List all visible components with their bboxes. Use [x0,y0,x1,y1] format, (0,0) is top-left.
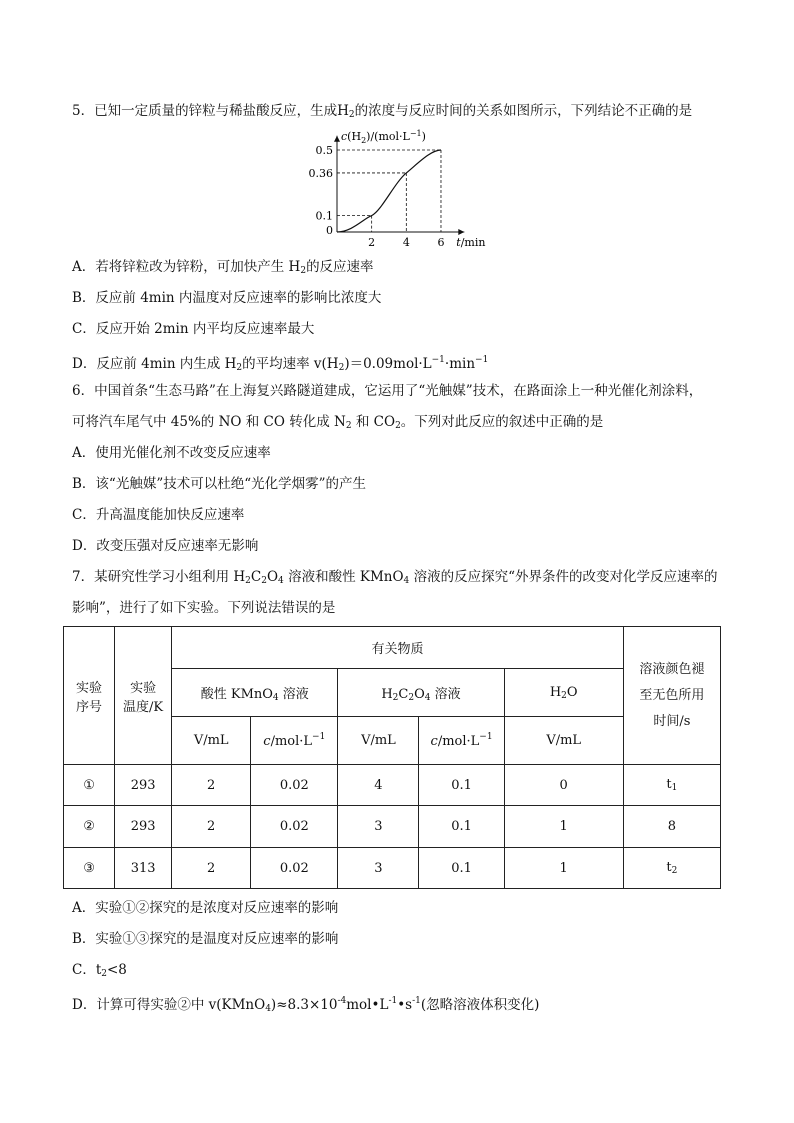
cell-v2: 3 [338,848,419,889]
cell-v3: 1 [504,848,623,889]
cell-no: ① [64,765,115,806]
cell-v1: 2 [172,848,251,889]
header-v3: V/mL [504,717,623,765]
cell-temp: 293 [115,806,172,848]
q5-option-d[interactable]: D．反应前 4min 内生成 $H_2$的平均速率 $v(H_2)=0.09mol\cdot L^{-1}\cdot\min^{-1}$ [72,355,489,373]
cell-v2: 4 [338,765,419,806]
q6-option-b[interactable]: B．该“光触媒”技术可以杜绝“光化学烟雾”的产生 [72,476,367,492]
q6-stem-line2: 可将汽车尾气中 45%的 NO 和 CO 转化成 $N_2$ 和 $CO_2$。下列对此反应的叙述中正确的是 [72,414,604,431]
cell-v2: 3 [338,806,419,848]
table-row [64,806,721,848]
x-tick-label: 6 [437,236,445,249]
x-axis-arrow [458,229,464,235]
y-axis-arrow [334,136,340,142]
cell-v3: 0 [504,765,623,806]
cell-temp: 313 [115,848,172,889]
header-v1: V/mL [172,717,251,765]
origin-label: 0 [326,224,333,237]
header-c2: $c/mol\cdot L^{-1}$ [419,717,504,765]
series-line [337,150,441,232]
q7-option-d[interactable]: D．计算可得实验②中 $v(KMnO_4)\approx 8.3\times 10^{-4}mol•L^{-1}•s^{-1}$(忽略溶液体积变化) [72,996,540,1014]
header-c1: $c/mol\cdot L^{-1}$ [251,717,338,765]
header-exp-temp: 实验 温度/K [115,627,172,765]
cell-v1: 2 [172,806,251,848]
header-h2o: $H_2O$ [504,669,623,717]
q6-stem-line1: 6．中国首条“生态马路”在上海复兴路隧道建成，它运用了“光触媒”技术，在路面涂上一种光催化剂涂料， [72,383,703,399]
header-substances: 有关物质 [172,627,624,669]
cell-time: $t_2$ [623,848,720,889]
header-h2c2o4: $H_2C_2O_4$ 溶液 [338,669,504,717]
table-row [64,848,721,889]
experiment-table [63,626,721,889]
q7-stem-line1: 7．某研究性学习小组利用 $H_2C_2O_4$ 溶液和酸性 KMnO$_4$ 溶液的反应探究“外界条件的改变对化学反应速率的 [72,569,718,586]
cell-c2: 0.1 [419,806,504,848]
cell-time: $t_1$ [623,765,720,806]
q5-option-b[interactable]: B．反应前 4min 内温度对反应速率的影响比浓度大 [72,290,382,306]
cell-c2: 0.1 [419,848,504,889]
q7-option-a[interactable]: A．实验①②探究的是浓度对反应速率的影响 [72,900,339,916]
y-axis-label: $c(H_2)/(mol\cdot L^{-1})$ [341,128,426,145]
cell-c2: 0.1 [419,765,504,806]
y-tick-label: 0.1 [315,209,333,223]
q6-option-c[interactable]: C．升高温度能加快反应速率 [72,507,245,523]
q6-option-a[interactable]: A．使用光催化剂不改变反应速率 [72,445,271,461]
q6-option-d[interactable]: D．改变压强对反应速率无影响 [72,538,259,554]
q7-option-b[interactable]: B．实验①③探究的是温度对反应速率的影响 [72,931,339,947]
cell-no: ③ [64,848,115,889]
cell-c1: 0.02 [251,806,338,848]
q7-option-c[interactable]: C．$t_2<8$ [72,962,127,979]
cell-c1: 0.02 [251,765,338,806]
x-tick-label: 4 [402,236,410,249]
header-kmno4: 酸性 KMnO$_4$ 溶液 [172,669,338,717]
x-tick-label: 2 [368,236,376,249]
cell-temp: 293 [115,765,172,806]
cell-no: ② [64,806,115,848]
header-fade-time: 溶液颜色褪 至无色所用 时间/s [623,627,720,765]
table-row [64,765,721,806]
y-tick-label: 0.36 [308,166,333,180]
q5-option-a[interactable]: A．若将锌粒改为锌粉，可加快产生 $H_2$的反应速率 [72,259,374,276]
q5-stem: 5．已知一定质量的锌粒与稀盐酸反应，生成$H_2$的浓度与反应时间的关系如图所示，下列结论不正确的是 [72,103,693,120]
cell-c1: 0.02 [251,848,338,889]
cell-v1: 2 [172,765,251,806]
header-exp-no: 实验 序号 [64,627,115,765]
header-v2: V/mL [338,717,419,765]
q5-option-c[interactable]: C．反应开始 2min 内平均反应速率最大 [72,321,315,337]
y-tick-label: 0.5 [315,144,333,157]
cell-time: 8 [623,806,720,848]
x-axis-label: t/min [456,236,486,249]
cell-v3: 1 [504,806,623,848]
q7-stem-line2: 影响”，进行了如下实验。下列说法错误的是 [72,600,336,616]
